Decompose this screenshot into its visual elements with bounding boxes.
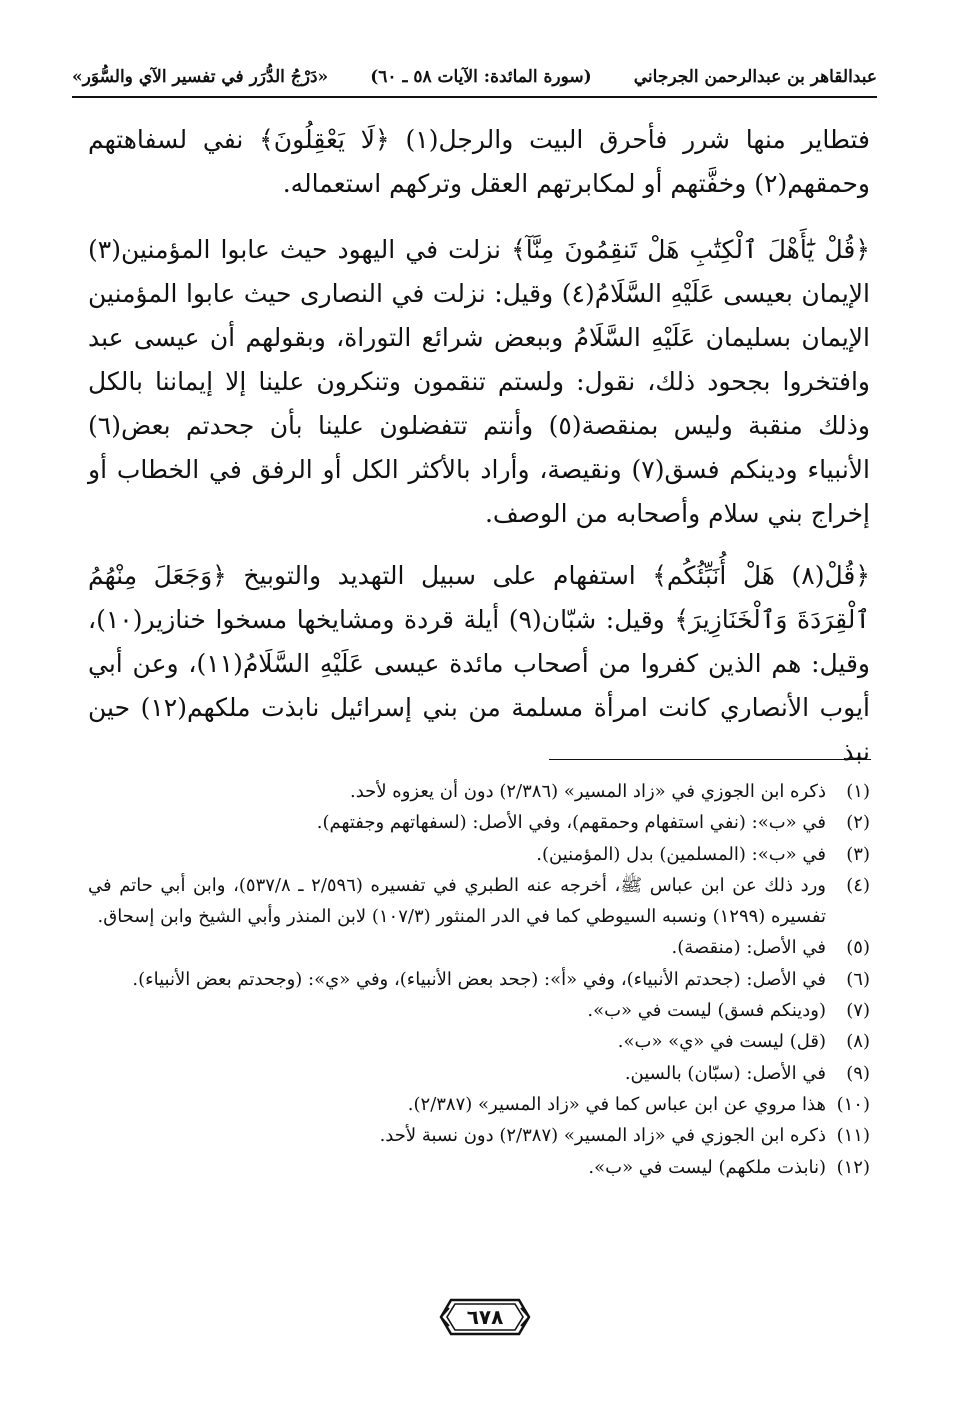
footnote-text: في «ب»: (نفي استفهام وحمقهم)، وفي الأصل: (لسفهاتهم وجفتهم).: [316, 812, 826, 834]
paragraph-2: ﴿قُلْ يَٰٓأَهْلَ ٱلْكِتَٰبِ هَلْ تَنقِمُونَ مِنَّآ﴾ نزلت في اليهود حيث عابوا المؤمنين(٣) الإيمان بعيسى عَلَيْهِ السَّلَامُ(٤) وقيل: نزلت في النصارى حيث عابوا المؤمنين الإيمان بسليمان عَلَيْهِ السَّلَامُ وببعض شرائع التوراة، وبقولهم أن عيسى عبد وافتخروا بجحود ذلك، نقول: ولستم تنقمون وتنكرون علينا إلا إيماننا بالكل وذلك منقبة وليس بمنقصة(٥) وأنتم تتفضلون علينا بأن جحدتم بعض(٦) الأنبياء ودينكم فسق(٧) ونقيصة، وأراد بالأكثر الكل أو الرفق في الخطاب أو إخراج بني سلام وأصحابه من الوصف.: [88, 235, 870, 528]
footnote-item: [88, 932, 870, 963]
footnote-item: [88, 995, 870, 1026]
page-number: ٦٧٨: [466, 1305, 504, 1329]
footnote-item: [88, 807, 870, 838]
footnote-number: (١١): [836, 1125, 870, 1147]
footnote-item: [88, 1089, 870, 1120]
footnote-number: (٨): [846, 1031, 870, 1053]
footnote-item: [88, 964, 870, 995]
footnote-text: هذا مروي عن ابن عباس كما في «زاد المسير» (٢/٣٨٧).: [407, 1093, 826, 1115]
footnote-number: (٦): [846, 968, 870, 990]
footnote-number: (١): [846, 781, 870, 802]
footnote-number: (٧): [846, 1000, 870, 1022]
footnote-text: (ودينكم فسق) ليست في «ب».: [587, 1000, 826, 1022]
header-book-title: «دَرْجُ الدُّرَر في تفسير الآي والسُّوَر»: [72, 67, 329, 87]
footnote-item: [88, 1026, 870, 1057]
footnote-text: ذكره ابن الجوزي في «زاد المسير» (٢/٣٨٦) دون أن يعزوه لأحد.: [350, 781, 826, 802]
page-number-ornament: [439, 1296, 531, 1338]
footnote-number: (٩): [846, 1062, 870, 1084]
footnotes-list: [88, 776, 870, 1183]
footnote-text: في «ب»: (المسلمين) بدل (المؤمنين).: [536, 843, 826, 865]
paragraph-3: ﴿قُلْ(٨) هَلْ أُنَبِّئُكُم﴾ استفهام على سبيل التهديد والتوبيخ ﴿وَجَعَلَ مِنْهُمُ ٱلْقِرَدَةَ وَٱلْخَنَازِيرَ﴾ وقيل: شبّان(٩) أيلة قردة ومشايخها مسخوا خنازير(١٠)، وقيل: هم الذين كفروا من أصحاب مائدة عيسى عَلَيْهِ السَّلَامُ(١١)، وعن أبي أيوب الأنصاري كانت امرأة مسلمة من بني إسرائيل نابذت ملكهم(١٢) حين نبذ: [88, 561, 870, 766]
footnote-text: (نابذت ملكهم) ليست في «ب».: [588, 1156, 826, 1178]
main-text: [88, 118, 870, 792]
footnote-item: [88, 839, 870, 870]
running-header: [72, 60, 877, 94]
footnote-item: [88, 776, 870, 807]
footnote-number: (٣): [846, 843, 870, 865]
header-surah-range: (سورة المائدة: الآيات ٥٨ ـ ٦٠): [370, 67, 592, 87]
footnote-text: في الأصل: (منقصة).: [671, 937, 826, 959]
footnote-item: [88, 870, 870, 933]
footnote-divider: [549, 759, 871, 760]
footnote-text: ذكره ابن الجوزي في «زاد المسير» (٢/٣٨٧) دون نسبة لأحد.: [379, 1125, 826, 1147]
footnote-number: (٥): [846, 937, 870, 959]
header-divider: [72, 96, 877, 98]
header-author: عبدالقاهر بن عبدالرحمن الجرجاني: [633, 67, 877, 87]
footnote-text: ورد ذلك عن ابن عباس ﷺ، أخرجه عنه الطبري في تفسيره (٢/٥٩٦ ـ ٥٣٧/٨)، وابن أبي حاتم في تفسيره (١٢٩٩) ونسبه السيوطي كما في الدر المنثور (١٠٧/٣) لابن المنذر وأبي الشيخ وابن إسحاق.: [88, 874, 826, 928]
footnote-text: في الأصل: (سبّان) بالسين.: [624, 1062, 826, 1084]
footnote-text: (قل) ليست في «ي» «ب».: [617, 1031, 826, 1053]
footnote-item: [88, 1152, 870, 1183]
footnote-text: في الأصل: (جحدتم الأنبياء)، وفي «أ»: (جحد بعض الأنبياء)، وفي «ي»: (وجحدتم بعض الأنبياء).: [132, 968, 826, 990]
footnote-number: (٢): [846, 812, 870, 834]
footnote-number: (٤): [846, 874, 870, 896]
paragraph-1: فتطاير منها شرر فأحرق البيت والرجل(١) ﴿لَا يَعْقِلُونَ﴾ نفي لسفاهتهم وحمقهم(٢) وخفَّتهم أو لمكابرتهم العقل وتركهم استعماله.: [88, 125, 871, 198]
footnote-number: (١٢): [836, 1156, 870, 1178]
footnote-item: [88, 1058, 870, 1089]
footnote-item: [88, 1120, 870, 1151]
footnote-number: (١٠): [836, 1093, 870, 1115]
